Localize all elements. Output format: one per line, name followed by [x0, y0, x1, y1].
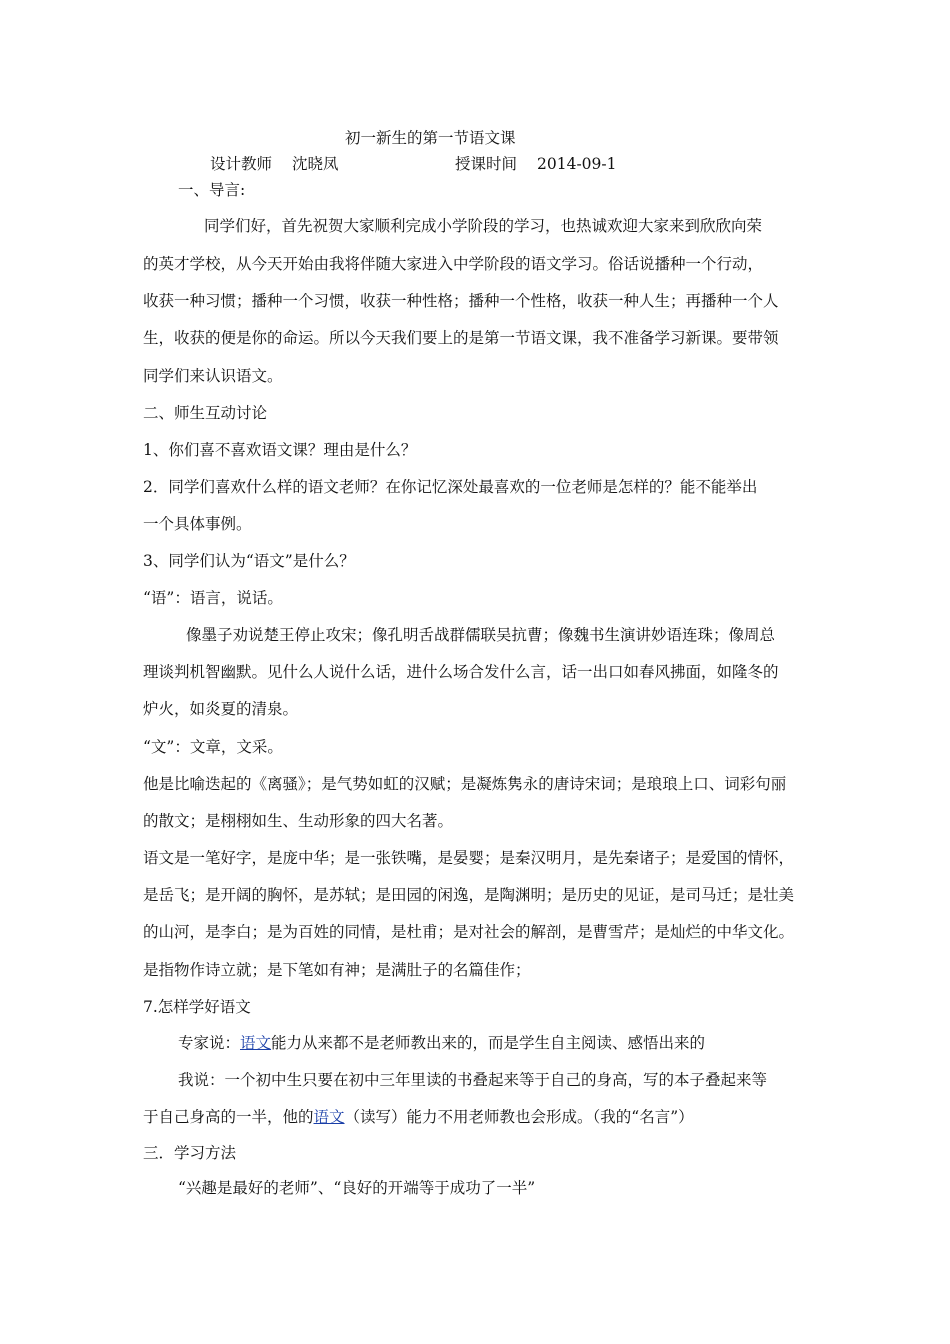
intro-line: 的英才学校，从今天开始由我将伴随大家进入中学阶段的语文学习。俗话说播种一个行动， — [143, 255, 764, 273]
intro-line: 同学们来认识语文。 — [143, 367, 283, 385]
method-quote: “兴趣是最好的老师”、“良好的开端等于成功了一半” — [178, 1179, 536, 1197]
wen-paragraph-line: 的散文；是栩栩如生、生动形象的四大名著。 — [143, 812, 454, 830]
yuwen-paragraph-line: 语文是一笔好字，是庞中华；是一张铁嘴，是晏婴；是秦汉明月，是先秦诸子；是爱国的情怀， — [143, 849, 795, 867]
my-quote-prefix: 于自己身高的一半，他的 — [143, 1108, 314, 1126]
section-heading-how-to-learn: 7.怎样学好语文 — [143, 998, 251, 1016]
wen-paragraph-line: 他是比喻迭起的《离骚》；是气势如虹的汉赋；是凝炼隽永的唐诗宋词；是琅琅上口、词彩句丽 — [143, 775, 787, 793]
designer-label: 设计教师 — [210, 155, 273, 173]
yu-paragraph-line: 理谈判机智幽默。见什么人说什么话，进什么场合发什么言，话一出口如春风拂面，如隆冬的 — [143, 663, 779, 681]
my-quote-suffix: （读写）能力不用老师教也会形成。（我的“名言”） — [344, 1108, 694, 1126]
question-3: 3、同学们认为“语文”是什么？ — [143, 552, 355, 570]
yu-definition: “语”：语言，说话。 — [143, 589, 283, 607]
intro-line: 收获一种习惯；播种一个习惯，收获一种性格；播种一个性格，收获一种人生；再播种一个人 — [143, 292, 779, 310]
question-2-line: 2．同学们喜欢什么样的语文老师？在你记忆深处最喜欢的一位老师是怎样的？能不能举出 — [143, 478, 758, 496]
expert-suffix: 能力从来都不是老师教出来的，而是学生自主阅读、感悟出来的 — [271, 1034, 706, 1052]
section-heading-study-methods: 三．学习方法 — [143, 1144, 237, 1162]
yuwen-link[interactable]: 语文 — [240, 1034, 272, 1052]
section-heading-intro: 一、导言: — [178, 181, 246, 199]
my-quote-line: 我说：一个初中生只要在初中三年里读的书叠起来等于自己的身高，写的本子叠起来等 — [178, 1071, 768, 1089]
section-heading-discussion: 二、师生互动讨论 — [143, 404, 268, 422]
yuwen-paragraph-line: 的山河，是李白；是为百姓的同情，是杜甫；是对社会的解剖，是曹雪芹；是灿烂的中华文化。 — [143, 923, 795, 941]
time-label: 授课时间 — [455, 155, 518, 173]
expert-prefix: 专家说： — [178, 1034, 241, 1052]
expert-quote — [178, 1033, 705, 1053]
yuwen-paragraph-line: 是岳飞；是开阔的胸怀，是苏轼；是田园的闲逸，是陶渊明；是历史的见证，是司马迁；是壮美 — [143, 886, 795, 904]
yu-paragraph-line: 像墨子劝说楚王停止攻宋；像孔明舌战群儒联吴抗曹；像魏书生演讲妙语连珠；像周总 — [186, 626, 776, 644]
wen-definition: “文”：文章，文采。 — [143, 738, 283, 756]
question-1: 1、你们喜不喜欢语文课？理由是什么？ — [143, 441, 417, 459]
question-2-line: 一个具体事例。 — [143, 515, 252, 533]
intro-line: 生，收获的便是你的命运。所以今天我们要上的是第一节语文课，我不准备学习新课。要带领 — [143, 329, 779, 347]
my-quote-line — [143, 1107, 694, 1127]
designer-name: 沈晓凤 — [292, 155, 339, 173]
document-title: 初一新生的第一节语文课 — [345, 129, 516, 147]
yuwen-paragraph-line: 是指物作诗立就；是下笔如有神；是满肚子的名篇佳作； — [143, 961, 531, 979]
yu-paragraph-line: 炉火，如炎夏的清泉。 — [143, 700, 299, 718]
intro-line: 同学们好，首先祝贺大家顺利完成小学阶段的学习，也热诚欢迎大家来到欣欣向荣 — [204, 217, 763, 235]
yuwen-link[interactable]: 语文 — [313, 1108, 345, 1126]
time-value: 2014-09-1 — [537, 155, 617, 173]
